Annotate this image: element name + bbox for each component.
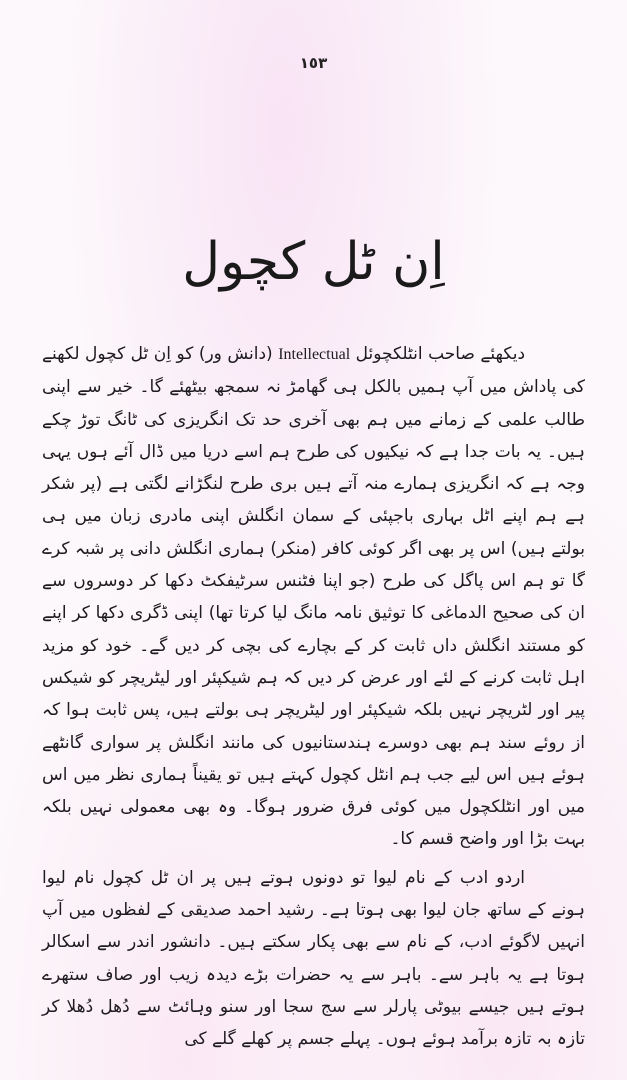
body-text <box>42 338 585 1056</box>
paragraph-1-text-start: دیکھئے صاحب انٹلکچوئل <box>350 344 526 364</box>
paragraph-2: اردو ادب کے نام لیوا تو دونوں ہوتے ہیں پر ان ٹل کچول نام لیوا ہونے کے ساتھ جان لیوا بھی ہوتا ہے۔ رشید احمد صدیقی کے لفظوں میں آپ انہیں لاگوئے ادب، کے نام سے بھی پکار سکتے ہیں۔ دانشور اندر سے اسکالر ہوتا ہے یہ باہر سے۔ باہر سے یہ حضرات بڑے دیدہ زیب اور صاف ستھرے ہوتے ہیں جیسے بیوٹی پارلر سے سج سجا اور سنو وہائٹ سے دُھل دُھلا کر تازہ بہ تازہ برآمد ہوئے ہوں۔ پہلے جسم پر کھلے گلے کی <box>42 867 585 1050</box>
page-number: ١٥٣ <box>299 54 328 72</box>
chapter-title: اِن ٹل کچول <box>182 232 445 292</box>
paragraph-1-text-rest: (دانش ور) کو اِن ٹل کچول لکھنے کی پاداش میں آپ ہمیں بالکل ہی گھامڑ نہ سمجھ بیٹھئے گا۔ خیر سے اپنی طالب علمی کے زمانے میں ہم بھی آخری حد تک انگریزی کی ٹانگ توڑ چکے ہیں۔ یہ بات جدا ہے کہ نیکیوں کی طرح ہم اسے دریا میں ڈال آئے ہوں یہی وجہ ہے کہ انگریزی ہمارے منہ آتے ہیں بری طرح لنگڑانے لگتی ہے (پر شکر ہے ہم اپنے اٹل بہاری باجپئی کے سمان انگلش اپنی مادری زبان میں ہی بولتے ہیں) اس پر بھی اگر کوئی کافر (منکر) ہماری انگلش دانی پر شبہ کرے گا تو ہم اس پاگل کی طرح (جو اپنا فٹنس سرٹیفکٹ دکھا کر دوسروں سے ان کی صحیح الدماغی کا توثیق نامہ مانگ لیا کرتا تھا) اپنی ڈگری دکھا کر اپنے کو مستند انگلش داں ثابت کر کے بچارے کی بچی کر دیں گے۔ خود کو مزید اہل ثابت کرنے کے لئے اور عرض کر دیں کہ ہم شیکپئر اور لیٹریچر کو شیکس پیر اور لٹریچر نہیں بلکہ شیکپئر اور لیٹریچر ہی بولتے ہیں، پس ثابت ہوا کہ از روئے سند ہم بھی دوسرے ہندستانیوں کی مانند انگلش پر سواری گانٹھے ہوئے ہیں اس لیے جب ہم انٹل کچول کہتے ہیں تو یقیناً ہماری نظر میں اس میں اور انٹلکچول میں کوئی فرق ضرور ہوگا۔ وہ بھی معمولی نہیں بلکہ بہت بڑا اور واضح قسم کا۔ <box>42 344 585 850</box>
english-term: Intellectual <box>278 346 351 363</box>
paragraph-1 <box>42 338 585 856</box>
